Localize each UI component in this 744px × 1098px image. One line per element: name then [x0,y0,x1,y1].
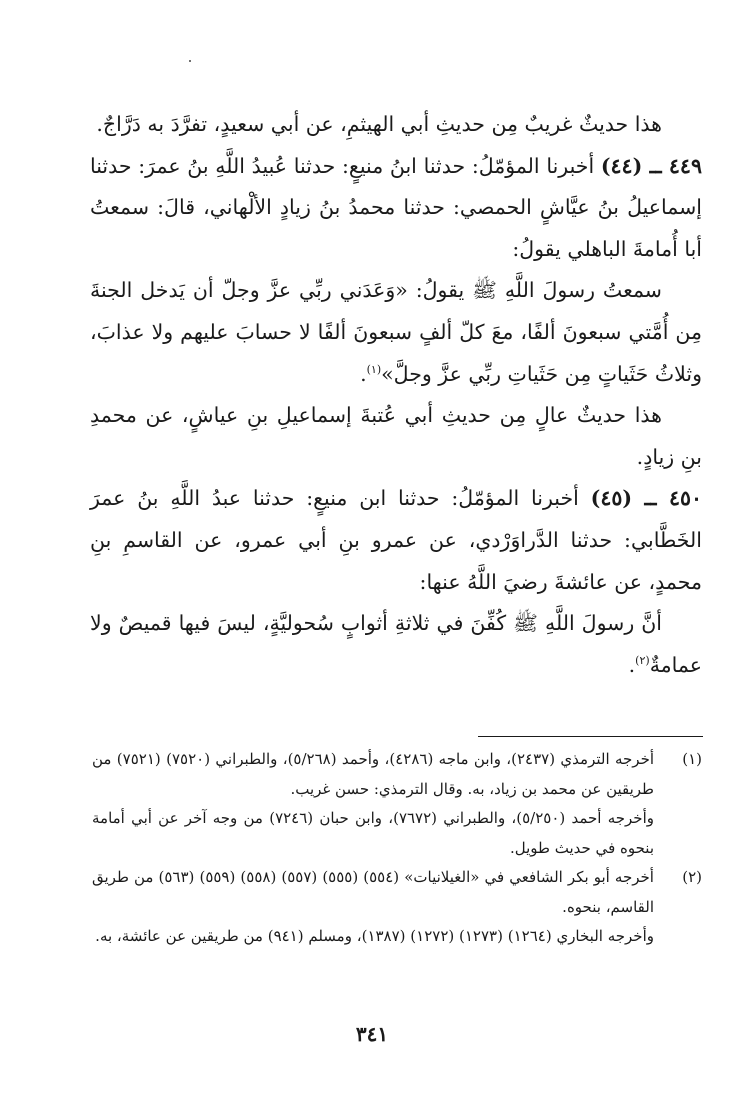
paragraph-commentary-2: هذا حديثٌ عالٍ مِن حديثِ أبي عُتبةَ إسماعيلِ بنِ عياشٍ، عن محمدِ بنِ زيادٍ. [90,403,702,469]
footnote-paragraph: أخرجه الترمذي (٢٤٣٧)، وابن ماجه (٤٢٨٦)، وأحمد (٥/٢٦٨)، والطبراني (٧٥٢٠) (٧٥٢١) من طريقين عن محمد بن زياد، به. وقال الترمذي: حسن غريب. [92,750,655,798]
footnote-1 [92,745,702,863]
hadith-449-end: . [360,361,367,386]
hadith-449-matn: سمعتُ رسولَ اللَّهِ ﷺ يقولُ: «وَعَدَني ربِّي عزَّ وجلّ أن يَدخل الجنةَ مِن أُمَّتي سبعونَ ألفًا، معَ كلّ ألفٍ سبعونَ ألفًا لا حسابَ عليهم ولا عذابَ، وثلاثُ حَثَياتٍ مِن حَثَياتِ ربِّي عزَّ وجلَّ» [90,278,702,386]
hadith-450-chain: أخبرنا المؤمّلُ: حدثنا ابن منيعٍ: حدثنا عبدُ اللَّهِ بنُ عمرَ الخَطَّابي: حدثنا الدَّراوَرْدي، عن عمرو بنِ أبي عمرو، عن القاسمِ بنِ محمدٍ، عن عائشةَ رضيَ اللَّهُ عنها: [90,486,702,594]
footnotes [92,745,702,952]
paragraph-commentary-1: هذا حديثٌ غريبٌ مِن حديثِ أبي الهيثمِ، عن أبي سعيدٍ، تفرَّدَ به دَرَّاجٌ. [96,112,662,136]
hadith-449 [90,146,702,271]
footnote-ref-2: (٢) [635,653,650,667]
footnote-number: (٢) [682,868,702,886]
footnote-paragraph: وأخرجه أحمد (٥/٢٥٠)، والطبراني (٧٦٧٢)، وابن حبان (٧٢٤٦) من وجه آخر عن أبي أمامة بنحوه في حديث طويل. [92,809,654,857]
hadith-450-text [90,603,702,686]
hadith-449-text [90,270,702,395]
footnote-number: (١) [682,750,702,768]
footnote-separator [478,736,703,737]
hadith-450-end: . [628,652,636,677]
hadith-number-449: ٤٤٩ ــ (٤٤) [600,153,702,178]
hadith-450-matn: أنَّ رسولَ اللَّهِ ﷺ كُفِّنَ في ثلاثةِ أثوابٍ سُحوليَّةٍ، ليسَ فيها قميصٌ ولا عمامةٌ [90,611,702,677]
footnote-2 [92,863,702,952]
footnote-ref-1: (١) [366,362,382,376]
page-number: ٣٤١ [355,1022,389,1046]
scan-speck [189,60,191,62]
main-text [90,104,702,686]
hadith-449-chain: أخبرنا المؤمّلُ: حدثنا ابنُ منيعٍ: حدثنا عُبيدُ اللَّهِ بنُ عمرَ: حدثنا إسماعيلُ بنُ عيَّاشٍ الحمصي: حدثنا محمدُ بنُ زيادٍ الألْهاني، قالَ: سمعتُ أبا أُمامةَ الباهلي يقولُ: [90,153,702,261]
hadith-450 [90,478,702,603]
footnote-paragraph: وأخرجه البخاري (١٢٦٤) (١٢٧٣) (١٢٧٢) (١٣٨٧)، ومسلم (٩٤١) من طريقين عن عائشة، به. [95,927,654,945]
footnote-paragraph: أخرجه أبو بكر الشافعي في «الغيلانيات» (٥٥٤) (٥٥٥) (٥٥٧) (٥٥٨) (٥٥٩) (٥٦٣) من طريق القاسم، بنحوه. [92,868,654,916]
hadith-number-450: ٤٥٠ ــ (٤٥) [590,486,702,511]
